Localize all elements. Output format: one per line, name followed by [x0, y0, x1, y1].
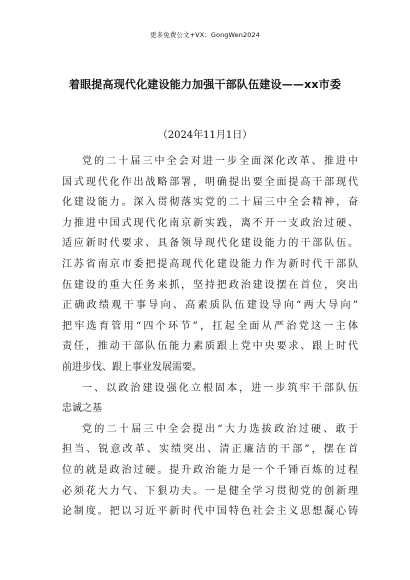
body-line: 担当、锐意改革、实绩突出、清正廉洁的干部”，摆在首 — [62, 444, 358, 456]
body-line: 把牢选育管用“四个环节”，扛起全面从严治党这一主体 — [62, 320, 358, 332]
header-note: 更多免费公文+VX：GongWen2024 — [150, 31, 260, 39]
body-line: 党的二十届三中全会提出“大力选拔政治过硬、敢于 — [82, 423, 358, 435]
body-line: 化建设能力。深入贯彻落实党的二十届三中全会精神，奋 — [62, 197, 358, 209]
body-line: 力推进中国式现代化南京新实践，离不开一支政治过硬、 — [62, 217, 358, 229]
body-line: 党的二十届三中全会对进一步全面深化改革、推进中 — [82, 156, 358, 167]
body-line: 论制度。把以习近平新时代中国特色社会主义思想凝心铸 — [62, 506, 358, 518]
body-line: 前进步伐、跟上事业发展需要。 — [62, 361, 202, 373]
document-title: 着眼提高现代化建设能力加强干部队伍建设——xx市委 — [68, 78, 342, 91]
body-line: 江苏省南京市委把提高现代化建设能力作为新时代干部队 — [62, 258, 358, 270]
body-line: 适应新时代要求、具备领导现代化建设能力的干部队伍。 — [62, 238, 358, 250]
body-line: 一、以政治建设强化立根固本，进一步筑牢干部队伍 — [82, 382, 358, 394]
body-line: 伍建设的重大任务来抓，坚持把政治建设摆在首位，突出 — [62, 279, 358, 291]
body-line: 责任，推动干部队伍能力素质跟上党中央要求、跟上时代 — [62, 341, 358, 353]
body-line: 国式现代化作出战略部署，明确提出要全面提高干部现代 — [62, 176, 358, 188]
document-date: （2024年11月1日） — [157, 130, 253, 141]
body-line: 位的就是政治过硬。提升政治能力是一个千锤百炼的过程 — [62, 464, 358, 476]
body-line: 正确政绩观干事导向、高素质队伍建设导向“两大导向” — [62, 300, 358, 312]
body-line: 忠诚之基 — [62, 403, 102, 415]
body-line: 必须花大力气、下狠功夫。一是健全学习贯彻党的创新理 — [62, 485, 358, 497]
document-body — [62, 152, 358, 523]
